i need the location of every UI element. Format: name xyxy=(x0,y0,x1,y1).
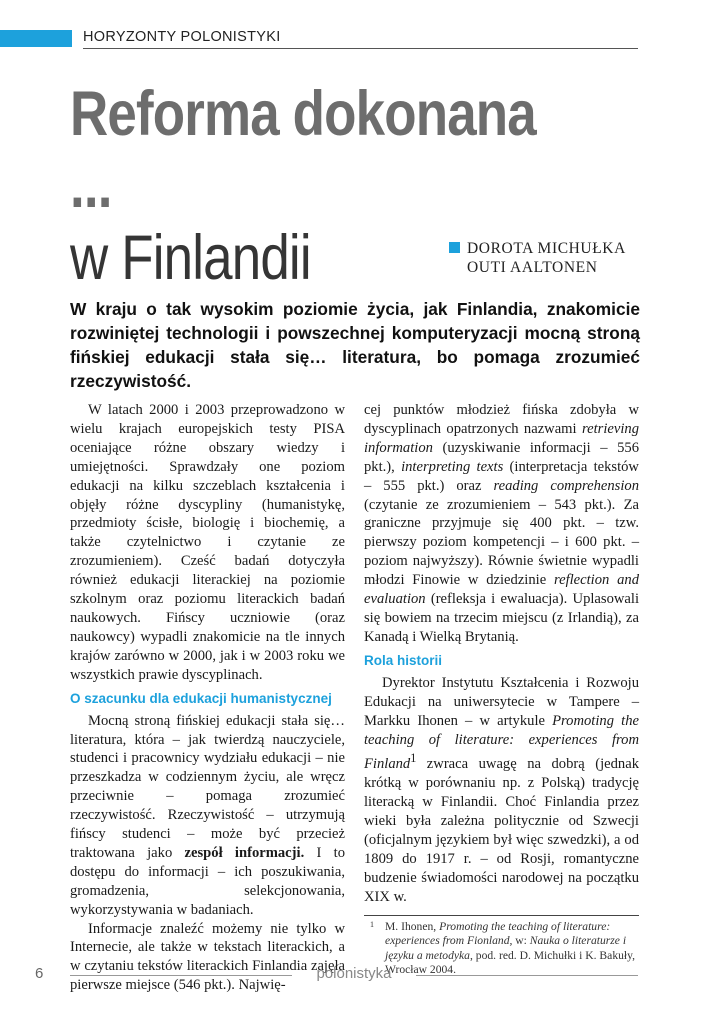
lead-paragraph: W kraju o tak wysokim poziomie życia, jak Finlandia, znakomicie rozwiniętej technologii i powszechnej komputeryzacji mocną stroną fińskiej edukacji stała się… literatura, bo pomaga zrozumieć rzeczywistość. xyxy=(70,299,640,391)
paragraph-1: W latach 2000 i 2003 przeprowadzono w wielu krajach europejskich testy PISA oceniające różne obszary wiedzy i umiejętności. Sprawdzały one poziom edukacji na kilku szczeblach kształcenia i objęły różne dyscypliny (humanistykę, przedmioty ścisłe, biologię i biochemię, a także czytelnictwo i czytanie ze zrozumieniem). Cześć badań dotyczyła również edukacji literackiej na poziomie szkolnym oraz poziomu literackich badań naukowych. Fińscy uczniowie (oraz naukowcy) wypadli znakomicie na tle innych krajów zarówno w 2000, jak i w 2003 roku we wszystkich prawie dyscyplinach. xyxy=(70,402,345,683)
subheading-history: Rola historii xyxy=(364,652,443,668)
footer-rule-left xyxy=(70,975,292,976)
subheading-humanities: O szacunku dla edukacji humanistycznej xyxy=(70,690,332,706)
p5-text-a: Dyrektor Instytutu Kształcenia i Rozwoju Edukacji na uniwersytecie w Tampere – Markku Ihonen – w artykule xyxy=(364,674,639,729)
footnote-rule xyxy=(364,915,639,916)
paragraph-4 xyxy=(364,401,639,647)
authors xyxy=(449,239,626,277)
p2-bold-term: zespół informacji. xyxy=(184,844,305,861)
fn-title-1: Promoting the teaching of literature: experiences from Fionland, xyxy=(385,919,611,948)
fn-title-2: Nauka o literaturze i języku a metodyka xyxy=(385,934,627,962)
author-2: OUTI AALTONEN xyxy=(467,259,598,276)
p4-text-c: (interpretacja tekstów – 555 pkt.) oraz xyxy=(364,458,639,494)
p4-term-reading: reading comprehension xyxy=(493,477,639,494)
section-header: HORYZONTY POLONISTYKI xyxy=(83,29,281,45)
p4-text-d: (czytanie ze zrozumieniem – 543 pkt.). Za graniczne przyjmuje się 400 pkt. – tzw. pierwszy poziom kompetencji – i 600 pkt. – poziom najwyższy). Równie świetnie wypadli młodzi Finowie w dziedzinie xyxy=(364,496,639,589)
author-1: DOROTA MICHUŁKA xyxy=(467,240,626,257)
p4-text-a: cej punktów młodzież fińska zdobyła w dyscyplinach opatrzonych nazwami xyxy=(364,402,639,437)
p4-term-interpreting: interpreting texts xyxy=(401,458,504,475)
fn-text-a: M. Ihonen, xyxy=(385,919,440,933)
header-rule xyxy=(83,48,638,49)
p4-term-retrieving: retrieving information xyxy=(364,420,639,456)
p4-term-reflection: reflection and evaluation xyxy=(364,572,639,608)
p4-text-e: (refleksja i ewaluacja). Uplasowali się bowiem na trzecim miejscu (z Irlandią), za Kanadą i Wielką Brytanią. xyxy=(364,591,639,645)
header-accent-bar xyxy=(0,30,72,47)
fn-text-b: w: xyxy=(512,934,530,948)
title-line-1: Reforma dokonana ... xyxy=(70,79,536,221)
title-line-2: w Finlandii xyxy=(70,223,311,293)
paragraph-2 xyxy=(70,712,345,920)
fn-text-c: , pod. red. D. Michułki i K. Bakuły, Wrocław 2004. xyxy=(385,948,636,977)
p4-text-b: (uzyskiwanie informacji – 556 pkt.), xyxy=(364,439,639,475)
column-left xyxy=(70,401,345,995)
magazine-name: polonistyka xyxy=(316,965,392,982)
footnote-number: 1 xyxy=(370,919,374,929)
p5-article-title: Promoting the teaching of literature: experiences from Finland xyxy=(364,712,639,773)
paragraph-5 xyxy=(364,674,639,907)
page-number: 6 xyxy=(35,965,44,982)
p2-text-b: I to dostępu do informacji – ich poszukiwania, gromadzenia, selekcjonowania, wykorzystywania w badaniach. xyxy=(70,844,345,918)
p5-text-b: zwraca uwagę na dobrą (jednak krótką w porównaniu np. z Polską) tradycję literacką w Finlandii. Choć Finlandia przez wieki była zależna politycznie od Szwecji (oficjalnym językiem był więc szwedzki), a od 1809 do 1917 r. – od Rosji, romantyczne budzenie świadomości narodowej na początku XIX w. xyxy=(364,756,639,905)
paragraph-3: Informacje znaleźć możemy nie tylko w Internecie, ale także w tekstach literackich, a w czytaniu tekstów literackich Finlandia zajęła pierwsze miejsce (546 pkt.). Najwię- xyxy=(70,920,345,994)
author-marker-square xyxy=(449,242,460,253)
footnote-ref: 1 xyxy=(410,751,417,766)
column-right xyxy=(364,401,639,978)
footer-rule-right xyxy=(416,975,638,976)
p2-text-a: Mocną stroną fińskiej edukacji stała się… literatura, która – jak twierdzą nauczyciele, studenci i pracownicy wydziału edukacji – nie przeszkadza w codziennym życiu, ale wręcz przeciwnie – pomaga zrozumieć rzeczywistość. Rzeczywistość – utrzymują fińscy studenci – może być przecież traktowana jako xyxy=(70,712,345,861)
